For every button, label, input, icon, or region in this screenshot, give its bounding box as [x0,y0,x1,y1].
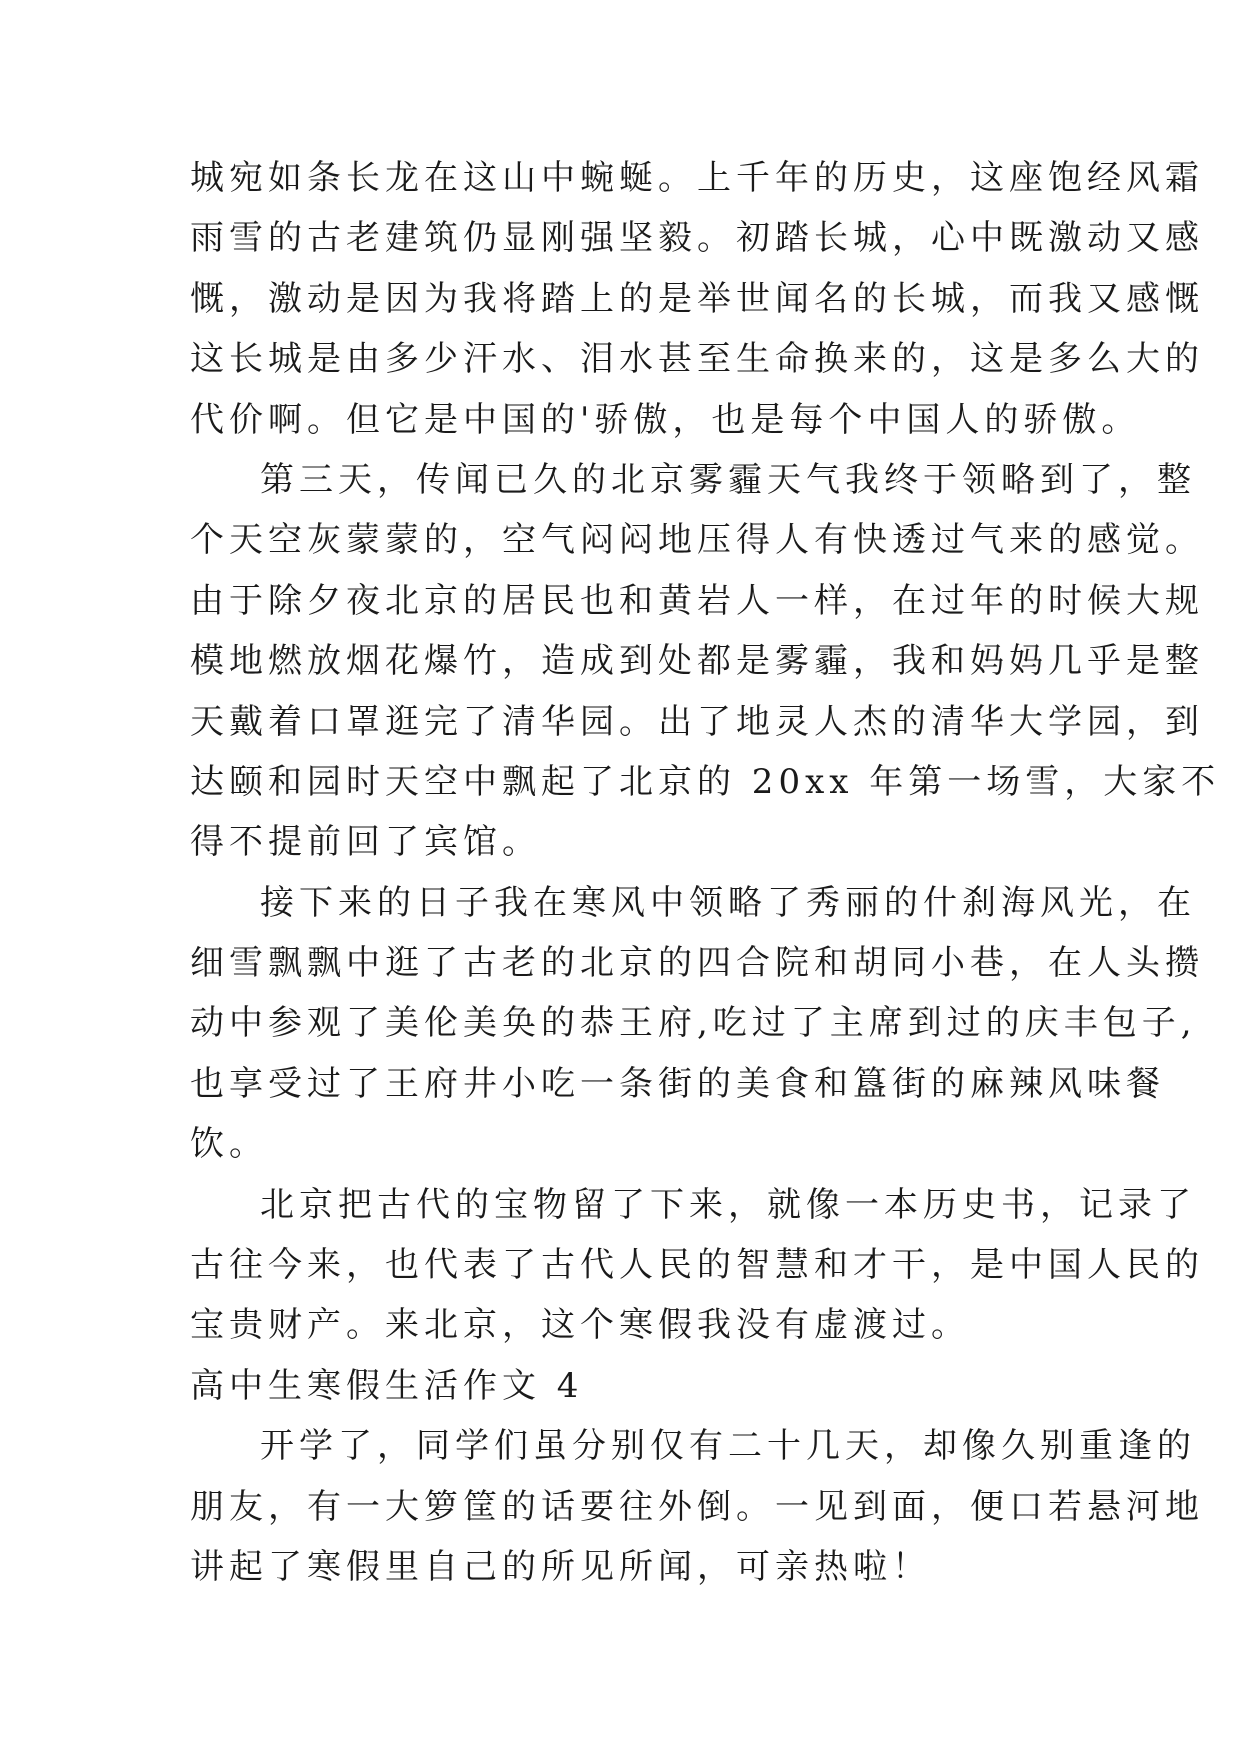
text-line: 细雪飘飘中逛了古老的北京的四合院和胡同小巷，在人头攒 [190,943,1204,984]
text-line: 由于除夕夜北京的居民也和黄岩人一样，在过年的时候大规 [190,580,1204,621]
text-line: 朋友，有一大箩筐的话要往外倒。一见到面，便口若悬河地 [190,1486,1204,1527]
text-line: 慨，激动是因为我将踏上的是举世闻名的长城，而我又感慨 [190,278,1204,319]
text-line: 饮。 [190,1124,268,1165]
text-line: 模地燃放烟花爆竹，造成到处都是雾霾，我和妈妈几乎是整 [190,641,1204,682]
text-line: 动中参观了美伦美奂的恭王府,吃过了主席到过的庆丰包子, [190,1003,1197,1044]
text-line: 古往今来，也代表了古代人民的智慧和才干，是中国人民的 [190,1245,1204,1286]
text-line: 城宛如条长龙在这山中蜿蜒。上千年的历史，这座饱经风霜 [190,158,1204,198]
paragraph-first-line: 北京把古代的宝物留了下来，就像一本历史书，记录了 [260,1184,1196,1225]
text-line: 讲起了寒假里自己的所见所闻，可亲热啦！ [190,1546,931,1587]
text-line: 这长城是由多少汗水、泪水甚至生命换来的，这是多么大的 [190,339,1204,380]
text-line: 雨雪的古老建筑仍显刚强坚毅。初踏长城，心中既激动又感 [190,218,1204,259]
text-line: 天戴着口罩逛完了清华园。出了地灵人杰的清华大学园，到 [190,701,1204,742]
text-line: 达颐和园时天空中飘起了北京的 20xx 年第一场雪，大家不 [190,761,1221,802]
text-line: 个天空灰蒙蒙的，空气闷闷地压得人有快透过气来的感觉。 [190,520,1204,561]
paragraph-first-line: 接下来的日子我在寒风中领略了秀丽的什刹海风光，在 [260,882,1196,923]
text-line: 也享受过了王府井小吃一条街的美食和簋街的麻辣风味餐 [190,1063,1165,1104]
paragraph-first-line: 开学了，同学们虽分别仅有二十几天，却像久别重逢的 [260,1426,1196,1467]
text-line: 代价啊。但它是中国的'骄傲，也是每个中国人的骄傲。 [190,399,1141,440]
text-line: 得不提前回了宾馆。 [190,822,541,863]
document-body [190,148,1221,1597]
text-line: 宝贵财产。来北京，这个寒假我没有虚渡过。 [190,1305,970,1346]
paragraph-first-line: 第三天，传闻已久的北京雾霾天气我终于领略到了，整 [260,459,1196,500]
section-heading: 高中生寒假生活作文 4 [190,1365,584,1406]
